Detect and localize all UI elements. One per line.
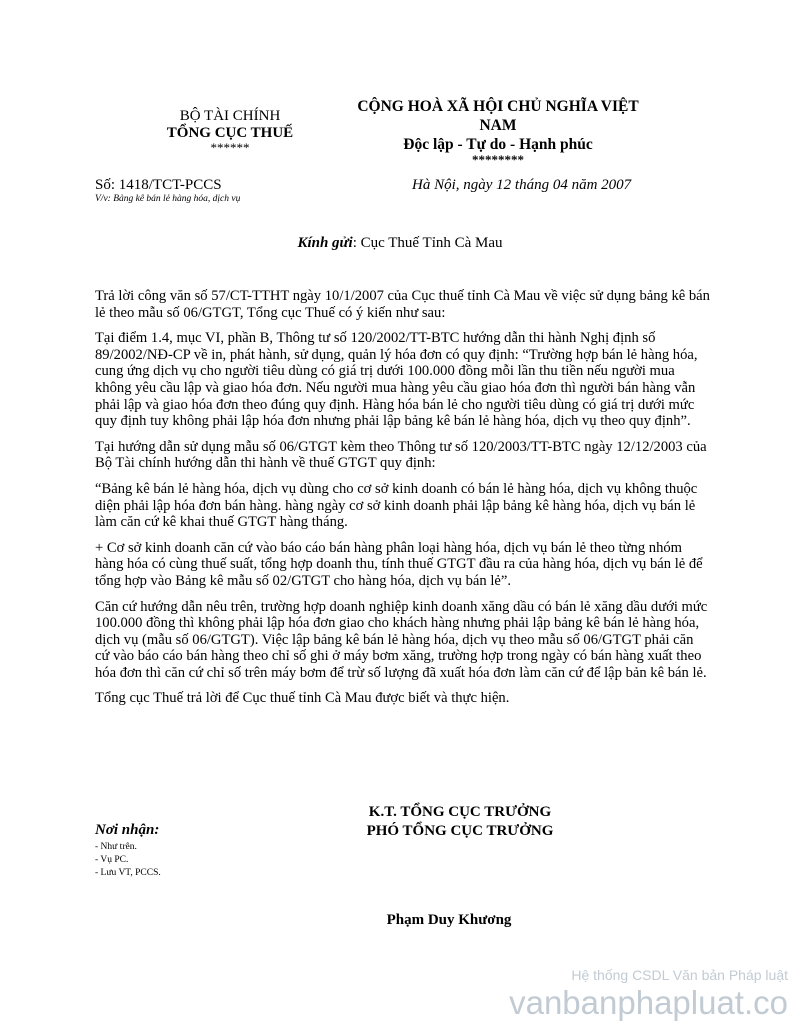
recipients-list	[95, 841, 161, 880]
recipient-item: - Lưu VT, PCCS.	[95, 868, 161, 878]
department-name: TỔNG CỤC THUẾ	[166, 125, 294, 141]
recipient-line	[0, 235, 800, 252]
country-name-line1: CỘNG HOÀ XÃ HỘI CHỦ NGHĨA VIỆT	[357, 98, 639, 115]
document-subject: V/v: Bảng kê bán lẻ hàng hóa, dịch vụ	[95, 194, 241, 204]
body-paragraph: “Bảng kê bán lẻ hàng hóa, dịch vụ dùng cho cơ sở kinh doanh có bán lẻ hàng hóa, dịch vụ không thuộc diện phải lập hóa đơn bán hàng. hàng ngày cơ sở kinh doanh phải lập bảng kê hàng hóa, dịch vụ bán lẻ làm căn cứ kê khai thuế GTGT hàng tháng.	[95, 480, 698, 531]
national-motto: Độc lập - Tự do - Hạnh phúc	[403, 136, 593, 153]
signer-name: Phạm Duy Khương	[386, 912, 512, 928]
document-number: Số: 1418/TCT-PCCS	[95, 177, 222, 193]
header-stars-left: ******	[210, 140, 250, 155]
recipient-name: : Cục Thuế Tỉnh Cà Mau	[352, 235, 503, 251]
body-paragraph: Tại hướng dẫn sử dụng mẫu số 06/GTGT kèm theo Thông tư số 120/2003/TT-BTC ngày 12/12/2003 của Bộ Tài chính hướng dẫn thi hành về thuế GTGT quy định:	[95, 438, 707, 472]
place-and-date: Hà Nội, ngày 12 tháng 04 năm 2007	[412, 177, 632, 193]
recipient-label: Kính gửi	[297, 235, 353, 251]
header-stars-right: ********	[472, 152, 524, 167]
signature-title	[330, 803, 590, 841]
body-paragraph: Tại điểm 1.4, mục VI, phần B, Thông tư số 120/2002/TT-BTC hướng dẫn thi hành Nghị định số 89/2002/NĐ-CP về in, phát hành, sử dụng, quản lý hóa đơn có quy định: “Trường hợp bán lẻ hàng hóa, cung ứng dịch vụ cho người tiêu dùng có giá trị dưới 100.000 đồng mỗi lần thu tiền nếu người mua không yêu cầu lập và giao hóa đơn. Nếu người mua hàng yêu cầu giao hóa đơn thì người bán hàng vẫn phải lập và giao hóa đơn theo đúng quy định. Hàng hóa bán lẻ cho người tiêu dùng có giá trị dưới mức quy định tuy không phải lập hóa đơn nhưng phải lập bảng kê bán lẻ hàng hóa, dịch vụ theo quy định”.	[95, 330, 698, 430]
watermark-line2: vanbanphapluat.co	[509, 984, 788, 1021]
watermark-line1: Hệ thống CSDL Văn bản Pháp luật	[571, 967, 788, 983]
recipient-item: - Như trên.	[95, 842, 137, 852]
watermark	[509, 966, 788, 1022]
body-paragraph: Tổng cục Thuế trả lời để Cục thuế tỉnh Cà Mau được biết và thực hiện.	[95, 690, 510, 707]
national-header	[348, 97, 648, 166]
body-paragraph: Trả lời công văn số 57/CT-TTHT ngày 10/1/2007 của Cục thuế tỉnh Cà Mau về việc sử dụng bảng kê bán lẻ theo mẫu số 06/GTGT, Tổng cục Thuế có ý kiến như sau:	[95, 288, 710, 321]
recipient-item: - Vụ PC.	[95, 855, 129, 865]
signature-title-line2: PHÓ TỔNG CỤC TRƯỞNG	[366, 823, 554, 839]
body-paragraph: Căn cứ hướng dẫn nêu trên, trường hợp doanh nghiệp kinh doanh xăng dầu có bán lẻ xăng dầu dưới mức 100.000 đồng thì không phải lập hóa đơn giao cho khách hàng nhưng phải lập bảng kê bán lẻ hàng hóa, dịch vụ (mẫu số 06/GTGT). Việc lập bảng kê bán lẻ hàng hóa, dịch vụ theo mẫu số 06/GTGT phải căn cứ vào báo cáo bán hàng theo chỉ số ghi ở máy bơm xăng, trường hợp trong ngày có bán hàng xuất theo hóa đơn thì căn cứ chỉ số trên máy bơm để trừ số lượng đã xuất hóa đơn làm căn cứ để lập bản kê bán lẻ.	[95, 598, 708, 681]
signature-title-line1: K.T. TỔNG CỤC TRƯỞNG	[368, 804, 552, 820]
ministry-name: BỘ TÀI CHÍNH	[179, 108, 281, 124]
letter-body	[95, 288, 710, 716]
recipients-label: Nơi nhận:	[95, 822, 160, 838]
recipients-block	[95, 822, 161, 880]
country-name-line2: NAM	[479, 117, 517, 134]
issuer-header	[130, 108, 330, 154]
body-paragraph: + Cơ sở kinh doanh căn cứ vào báo cáo bán hàng phân loại hàng hóa, dịch vụ bán lẻ theo từng nhóm hàng hóa có cùng thuế suất, tổng hợp doanh thu, tính thuế GTGT đầu ra của hàng hóa, dịch vụ bán lẻ để tổng hợp vào Bảng kê mẫu số 02/GTGT cho hàng hóa, dịch vụ bán lẻ”.	[95, 539, 703, 589]
